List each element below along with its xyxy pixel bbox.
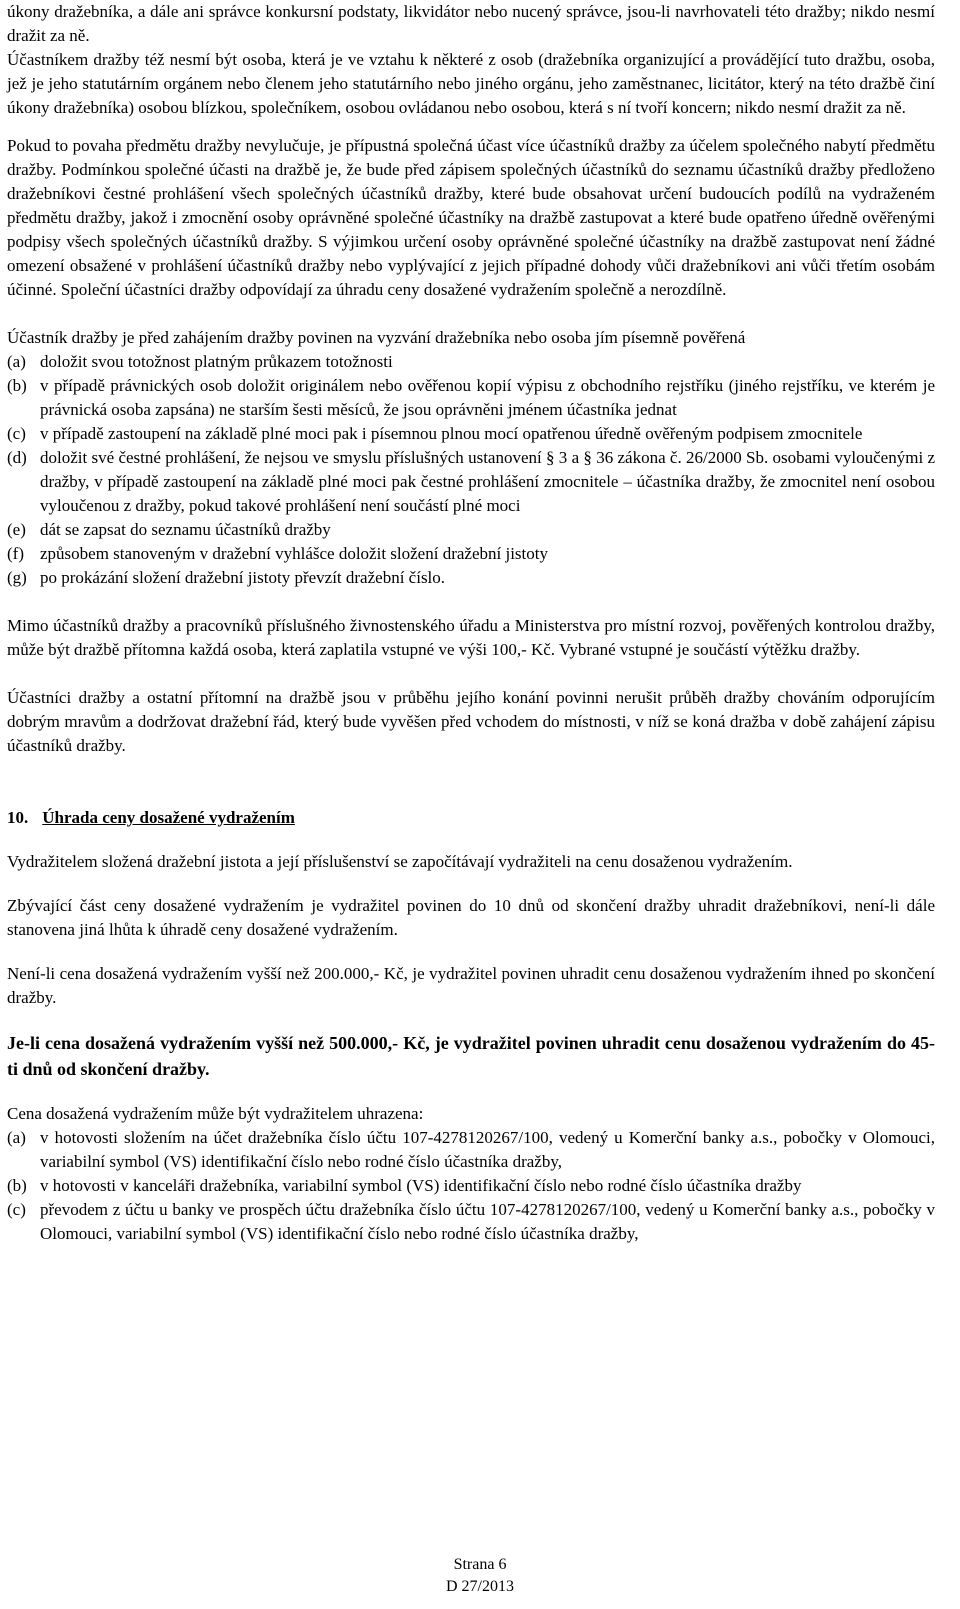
paragraph-intro-continuation: úkony dražebníka, a dále ani správce konkursní podstaty, likvidátor nebo nucený správce, jsou-li navrhovateli této dražby; nikdo nesmí dražit za ně. [7,2,935,45]
list-item: (a) doložit svou totožnost platným průkazem totožnosti [7,352,393,371]
list-item: (g) po prokázání složení dražební jistoty převzít dražební číslo. [7,568,446,587]
participant-duties-list [7,350,935,590]
list-item: (a) v hotovosti složením na účet dražebníka číslo účtu 107-4278120267/100, vedený u Komerční banky a.s., pobočky v Olomouci, variabilní symbol (VS) identifikační číslo nebo rodné číslo účastníka dražby, [7,1128,935,1171]
paragraph-excluded-participants: Účastníkem dražby též nesmí být osoba, která je ve vztahu k některé z osob (dražebníka organizující a provádějící tuto dražbu, osoba, jež je jeho statutárním orgánem nebo členem jeho statutárního nebo jiného orgánu, jeho zaměstnanec, licitátor, který na této dražbě činí úkony dražebníka) osobou blízkou, společníkem, osobou ovládanou nebo osobou, která s ní tvoří koncern; nikdo nesmí dražit za ně. [7,50,935,117]
list-item: (c) v případě zastoupení na základě plné moci pak i písemnou plnou mocí opatřenou úředně ověřeným podpisem zmocnitele [7,424,863,443]
document-reference: D 27/2013 [446,1578,514,1595]
document-page [7,0,935,1246]
section-title: Úhrada ceny dosažené vydražením [42,808,295,827]
list-item: (b) v případě právnických osob doložit originálem nebo ověřenou kopií výpisu z obchodního rejstříku (jiného rejstříku, ve kterém je právnická osoba zapsána) ne starším šesti měsíců, že jsou oprávněni jménem účastníka jednat [7,376,935,419]
paragraph-attendance: Mimo účastníků dražby a pracovníků příslušného živnostenského úřadu a Ministerstva pro místní rozvoj, pověřených kontrolou dražby, může být dražbě přítomna každá osoba, která zaplatila vstupné ve výši 100,- Kč. Vybrané vstupné je součástí výtěžku dražby. [7,616,935,659]
list-item: (f) způsobem stanoveným v dražební vyhlášce doložit složení dražební jistoty [7,544,548,563]
paragraph-joint-participation: Pokud to povaha předmětu dražby nevylučuje, je přípustná společná účast více účastníků dražby za účelem společného nabytí předmětu dražby. Podmínkou společné účasti na dražbě je, že bude před zápisem společných účastníků do seznamu účastníků dražby předloženo dražebníkovi čestné prohlášení všech společných účastníků dražby, které bude obsahovat určení budoucích podílů na vydraženém předmětu dražby, jakož i zmocnění osoby oprávněné společné účastníky na dražbě zastupovat a které bude opatřeno úředně ověřenými podpisy všech společných účastníků dražby. S výjimkou určení osoby oprávněné společné účastníky na dražbě zastupovat není žádné omezení obsažené v prohlášení účastníků dražby nebo vyplývající z jejich případné dohody vůči dražebníkovi ani vůči třetím osobám účinné. Společní účastníci dražby odpovídají za úhradu ceny dosažené vydražením společně a nerozdílně. [7,136,935,299]
list-item: (d) doložit své čestné prohlášení, že nejsou ve smyslu příslušných ustanovení § 3 a § 36 zákona č. 26/2000 Sb. osobami vyloučenými z dražby, v případě zastoupení na základě plné moci pak čestné prohlášení zmocnitele – účastníka dražby, že zmocnitel není osobou vyloučenou z dražby, pokud takové prohlášení není součástí plné moci [7,448,935,515]
payment-methods-list [7,1126,935,1246]
list-item: (c) převodem z účtu u banky ve prospěch účtu dražebníka číslo účtu 107-4278120267/100, vedený u Komerční banky a.s., pobočky v Olomouci, variabilní symbol (VS) identifikační číslo nebo rodné číslo účastníka dražby, [7,1200,935,1243]
paragraph-conduct: Účastníci dražby a ostatní přítomní na dražbě jsou v průběhu jejího konání povinni nerušit průběh dražby chováním odporujícím dobrým mravům a dodržovat dražební řád, který bude vyvěšen před vchodem do místnosti, v níž se koná dražba v době zahájení zápisu účastníků dražby. [7,688,935,755]
list-item: (b) v hotovosti v kanceláři dražebníka, variabilní symbol (VS) identifikační číslo nebo rodné číslo účastníka dražby [7,1176,802,1195]
paragraph-participant-duties-intro: Účastník dražby je před zahájením dražby povinen na vyzvání dražebníka nebo osoba jím písemně pověřená [7,328,746,347]
page-number: Strana 6 [453,1556,507,1573]
list-item: (e) dát se zapsat do seznamu účastníků dražby [7,520,331,539]
page-footer [0,1554,960,1598]
section-number: 10. [7,808,29,827]
paragraph-price-over-500k: Je-li cena dosažená vydražením vyšší než 500.000,- Kč, je vydražitel povinen uhradit cenu dosaženou vydražením do 45-ti dnů od skončení dražby. [7,1033,935,1079]
paragraph-remaining-price: Zbývající část ceny dosažené vydražením je vydražitel povinen do 10 dnů od skončení dražby uhradit dražebníkovi, není-li dále stanovena jiná lhůta k úhradě ceny dosažené vydražením. [7,896,935,939]
paragraph-price-under-200k: Není-li cena dosažená vydražením vyšší než 200.000,- Kč, je vydražitel povinen uhradit cenu dosaženou vydražením ihned po skončení dražby. [7,964,935,1007]
paragraph-payment-methods-intro: Cena dosažená vydražením může být vydražitelem uhrazena: [7,1104,424,1123]
section-heading [7,806,935,830]
paragraph-deposit-offset: Vydražitelem složená dražební jistota a její příslušenství se započítávají vydražiteli na cenu dosaženou vydražením. [7,852,793,871]
